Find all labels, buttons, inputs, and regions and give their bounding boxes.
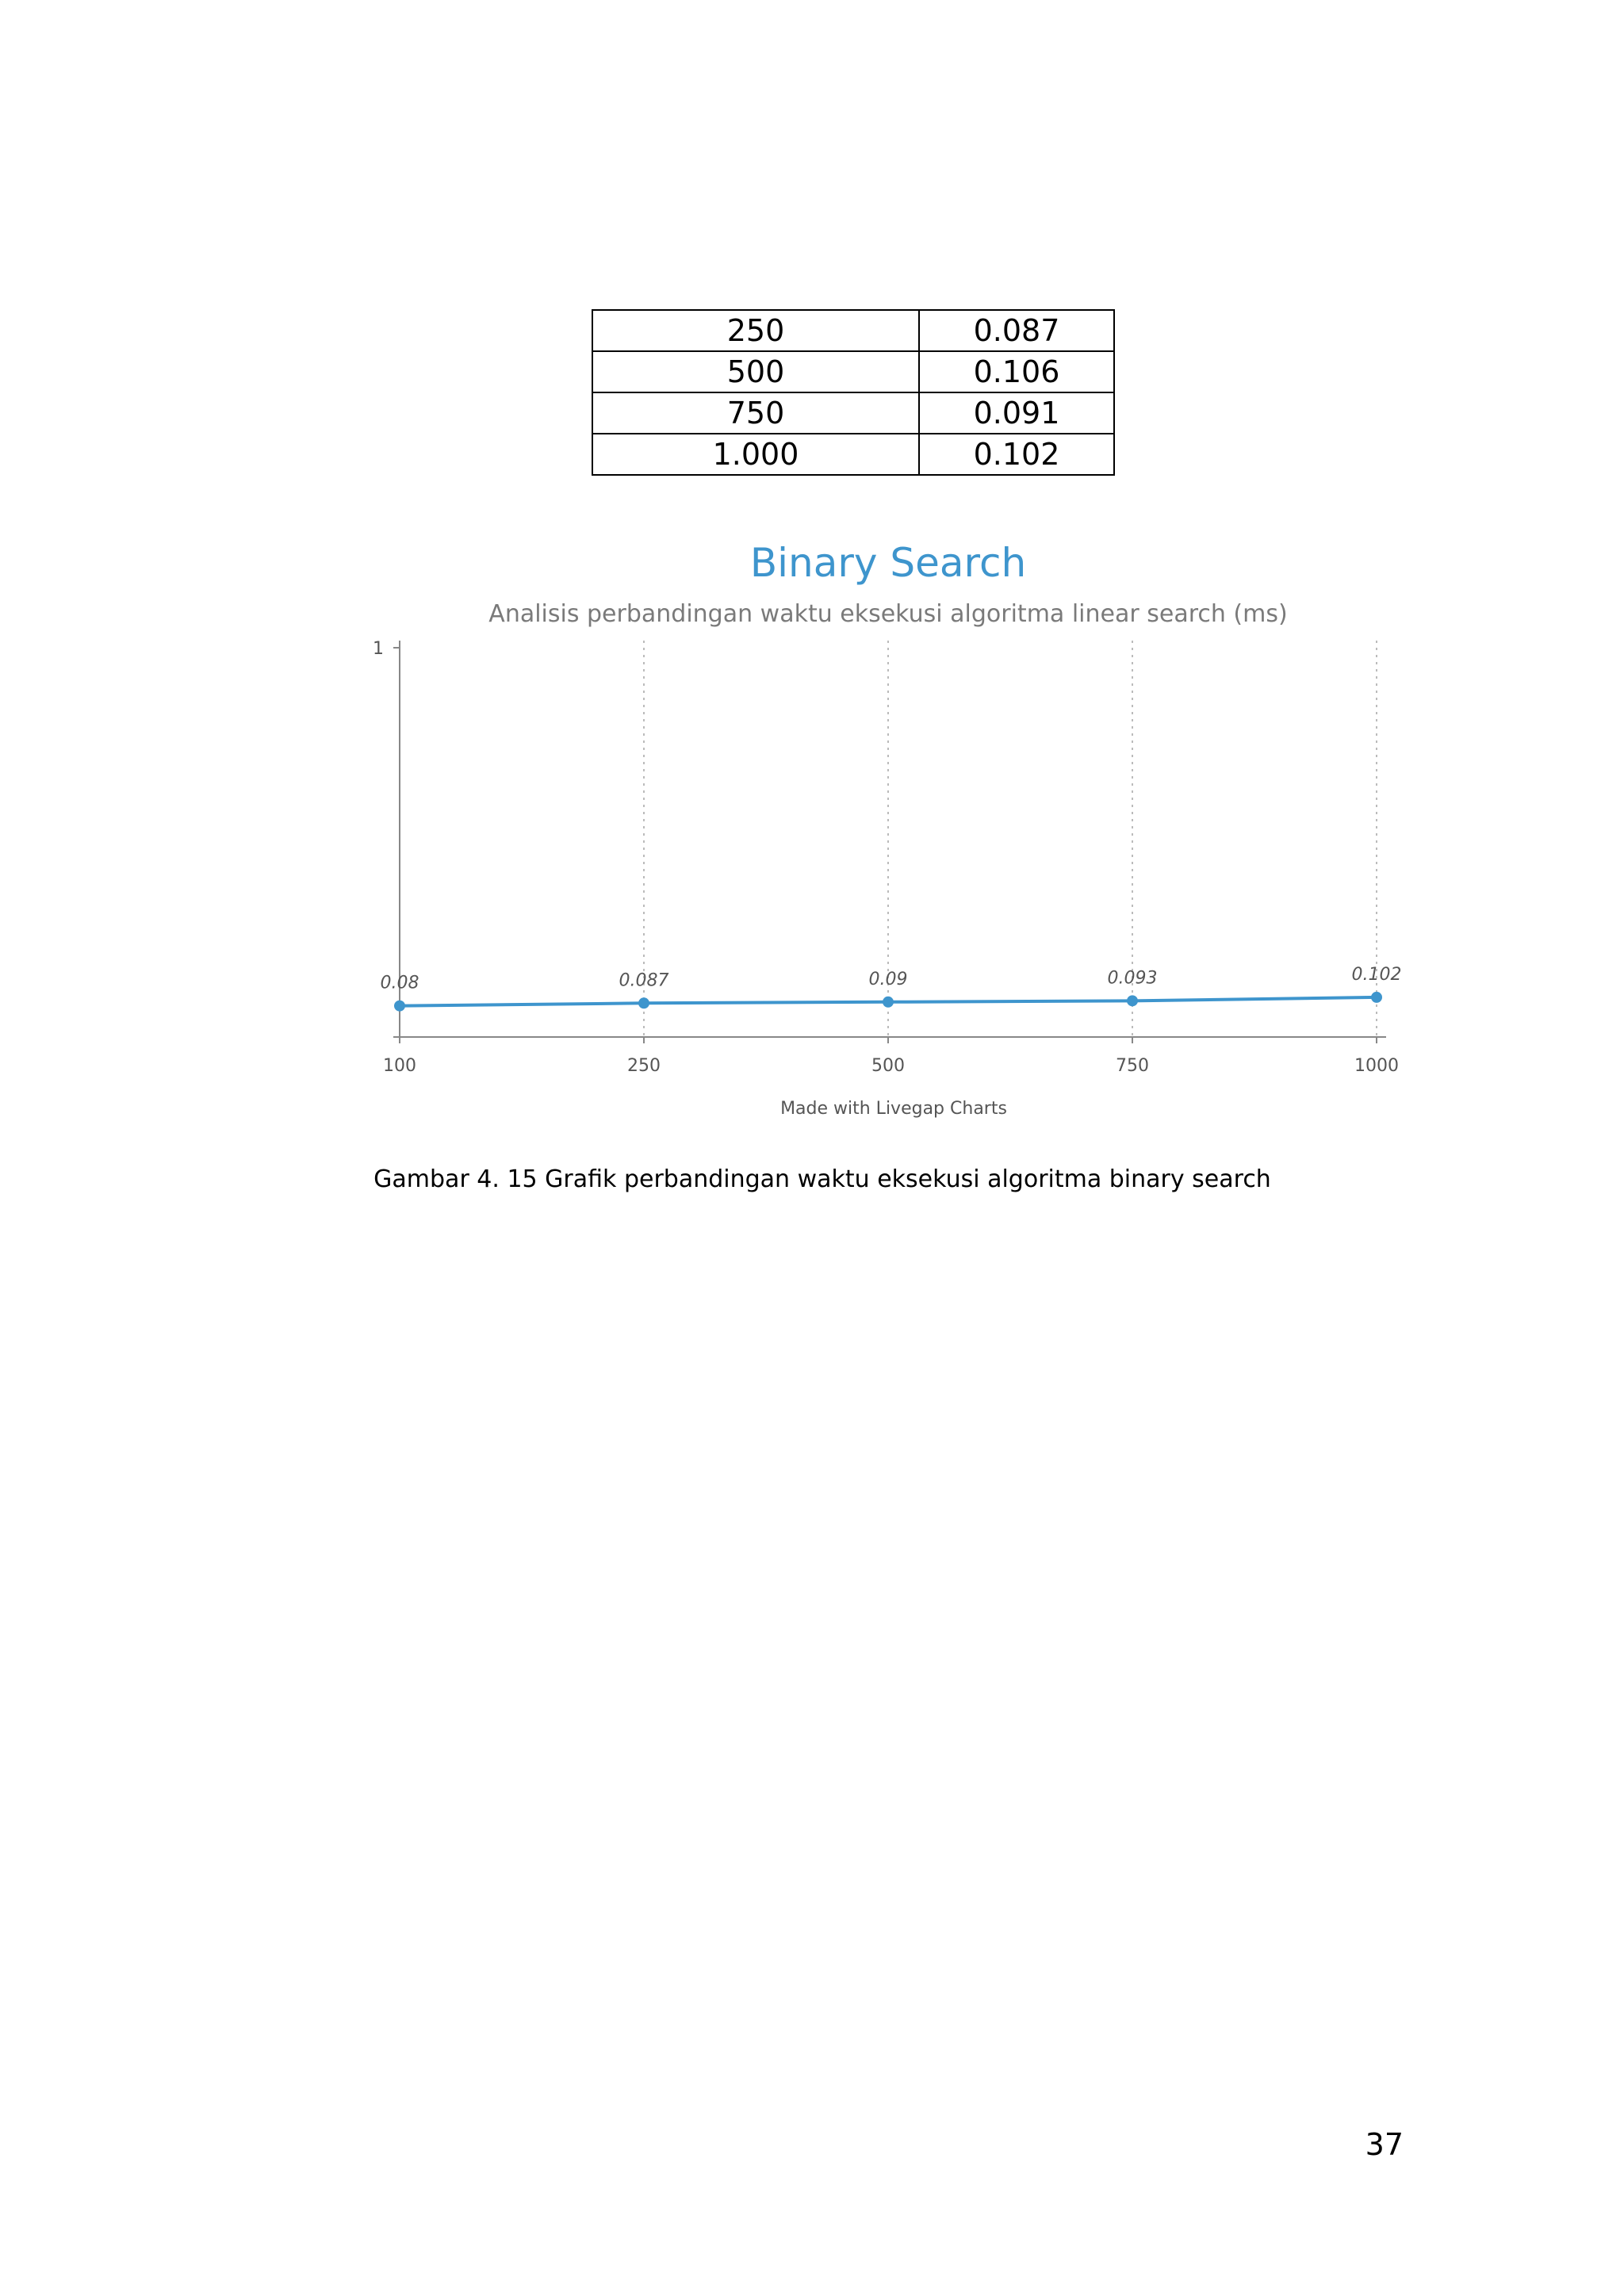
- data-label: 0.09: [868, 969, 908, 989]
- y-tick-label: 1: [373, 639, 384, 659]
- data-point: [883, 997, 894, 1008]
- data-point: [394, 1001, 405, 1012]
- data-point: [1371, 992, 1382, 1003]
- grid-lines: [644, 641, 1377, 1037]
- table-cell-data: 250: [592, 310, 919, 351]
- data-label: 0.087: [619, 970, 669, 991]
- chart-credit: Made with Livegap Charts: [780, 1099, 1007, 1119]
- x-axis-ticks: [383, 1037, 1399, 1076]
- x-tick-label: 750: [1116, 1056, 1149, 1076]
- data-label: 0.08: [380, 973, 419, 993]
- chart-title: Binary Search: [749, 540, 1027, 586]
- table-cell-time: 0.087: [919, 310, 1114, 351]
- figure-caption: Gambar 4. 15 Grafik perbandingan waktu eksekusi algoritma binary search: [373, 1165, 1271, 1193]
- data-label: 0.093: [1107, 968, 1158, 989]
- table-cell-data: 1.000: [592, 434, 919, 475]
- data-label: 0.102: [1351, 964, 1402, 985]
- table-cell-data: 500: [592, 351, 919, 392]
- x-tick-label: 500: [871, 1056, 905, 1076]
- x-tick-label: 1000: [1354, 1056, 1399, 1076]
- x-tick-label: 100: [383, 1056, 416, 1076]
- data-point: [1127, 995, 1138, 1006]
- table-cell-data: 750: [592, 392, 919, 434]
- table-cell-time: 0.091: [919, 392, 1114, 434]
- chart-subtitle: Analisis perbandingan waktu eksekusi algoritma linear search (ms): [488, 600, 1288, 628]
- table-cell-time: 0.106: [919, 351, 1114, 392]
- table-cell-time: 0.102: [919, 434, 1114, 475]
- page-number: 37: [1365, 2127, 1404, 2162]
- x-tick-label: 250: [627, 1056, 661, 1076]
- data-point: [638, 997, 649, 1008]
